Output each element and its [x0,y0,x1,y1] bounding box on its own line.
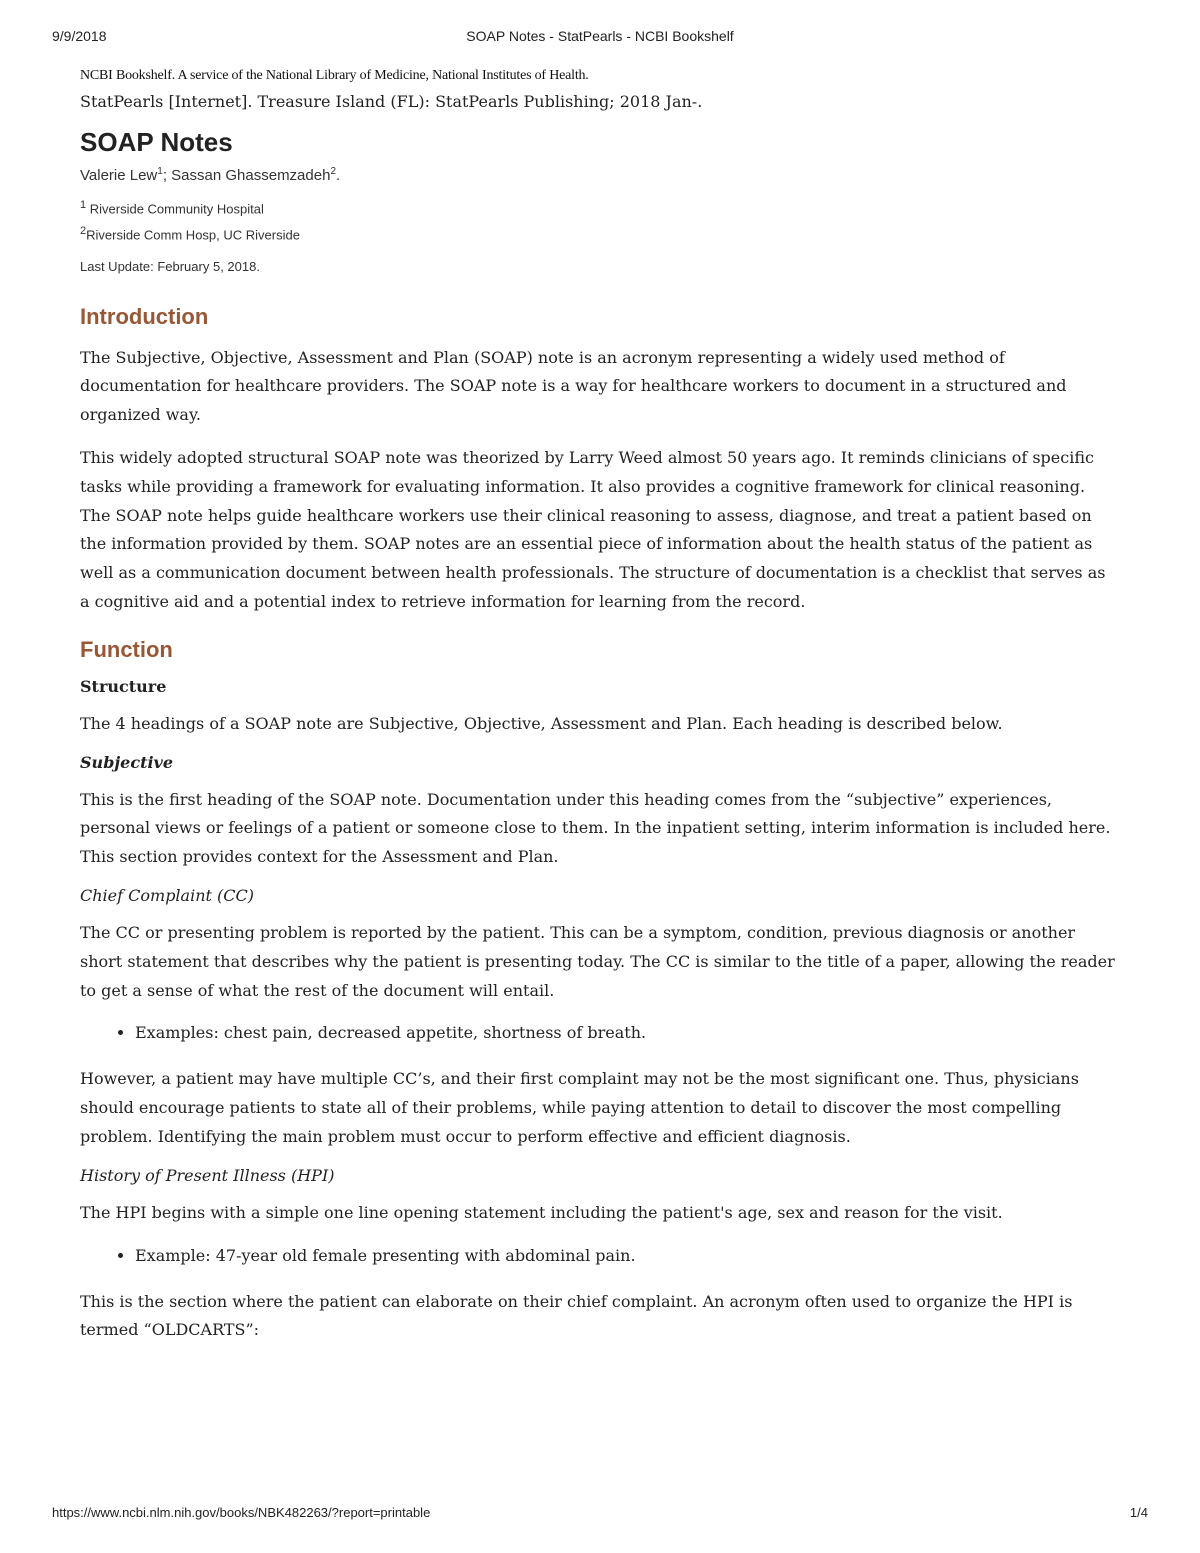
page-number: 1/4 [1129,1505,1148,1520]
paragraph: This is the section where the patient can elaborate on their chief complaint. An acronym often used to organize the HPI is termed “OLDCARTS”: [80,1291,1073,1340]
subheading-structure: Structure [80,676,167,696]
list-item: • Examples: chest pain, decreased appetite, shortness of breath. [135,1019,1120,1047]
affiliation-number: 2 [80,225,87,238]
bullet-list [80,1242,1120,1270]
paragraph: The Subjective, Objective, Assessment and Plan (SOAP) note is an acronym representing a widely used method of documentation for healthcare providers. The SOAP note is a way for healthcare workers to document in a structured and organized way. [80,347,1067,425]
paragraph: This widely adopted structural SOAP note was theorized by Larry Weed almost 50 years ago. It reminds clinicians of specific tasks while providing a framework for evaluating information. It also provides a cognitive framework for clinical reasoning. The SOAP note helps guide healthcare workers use their clinical reasoning to assess, diagnose, and treat a patient based on the information provided by them. SOAP notes are an essential piece of information about the health status of the patient as well as a communication document between health professionals. The structure of documentation is a checklist that serves as a cognitive aid and a potential index to retrieve information for learning from the record. [80,448,1106,612]
affiliation-ref[interactable]: 2 [330,166,336,177]
citation: StatPearls [Internet]. Treasure Island (FL): StatPearls Publishing; 2018 Jan-. [80,92,703,111]
paragraph: The HPI begins with a simple one line opening statement including the patient's age, sex and reason for the visit. [80,1202,1003,1222]
affiliation [80,194,1120,220]
paragraph: However, a patient may have multiple CC’s, and their first complaint may not be the most significant one. Thus, physicians should encourage patients to state all of their problems, while paying attention to detail to discover the most compelling problem. Identifying the main problem must occur to perform effective and efficient diagnosis. [80,1069,1079,1146]
author-end: . [336,167,341,184]
affiliation [80,220,1120,246]
paragraph: The 4 headings of a SOAP note are Subjective, Objective, Assessment and Plan. Each heading is described below. [80,713,1003,733]
print-url: https://www.ncbi.nlm.nih.gov/books/NBK482263/?report=printable [52,1505,431,1520]
page-title: SOAP Notes [80,127,233,157]
document-content [80,68,1120,1359]
paragraph: This is the first heading of the SOAP note. Documentation under this heading comes from the “subjective” experiences, personal views or feelings of a patient or someone close to them. In the inpatient setting, interim information is included here. This section provides context for the Assessment and Plan. [80,789,1111,867]
print-date: 9/9/2018 [52,28,107,44]
affiliation-text: Riverside Comm Hosp, UC Riverside [86,227,300,243]
paragraph: The CC or presenting problem is reported by the patient. This can be a symptom, condition, previous diagnosis or another short statement that describes why the patient is presenting today. The CC is similar to the title of a paper, allowing the reader to get a sense of what the rest of the document will entail. [80,923,1115,1000]
bullet-list [80,1019,1120,1047]
author-name[interactable]: Valerie Lew [80,167,158,184]
affiliation-ref[interactable]: 1 [157,166,163,177]
bookshelf-note: NCBI Bookshelf. A service of the National Library of Medicine, National Institutes of Health. [80,68,589,83]
affiliation-text: Riverside Community Hospital [89,201,264,217]
list-item: • Example: 47-year old female presenting with abdominal pain. [135,1242,1120,1270]
section-heading-function: Function [80,636,173,662]
section-heading-introduction: Introduction [80,303,209,329]
print-footer [52,1505,1148,1527]
print-page-title: SOAP Notes - StatPearls - NCBI Bookshelf [466,28,734,44]
author-name[interactable]: Sassan Ghassemzadeh [171,167,331,184]
last-update: Last Update: February 5, 2018. [80,258,260,274]
subheading-subjective: Subjective [80,752,174,772]
subheading-chief-complaint: Chief Complaint (CC) [80,886,254,906]
print-header [52,28,1148,50]
subheading-hpi: History of Present Illness (HPI) [80,1165,335,1185]
author-list [80,166,1120,184]
affiliation-number: 1 [80,199,87,211]
author-separator: ; [162,167,172,184]
